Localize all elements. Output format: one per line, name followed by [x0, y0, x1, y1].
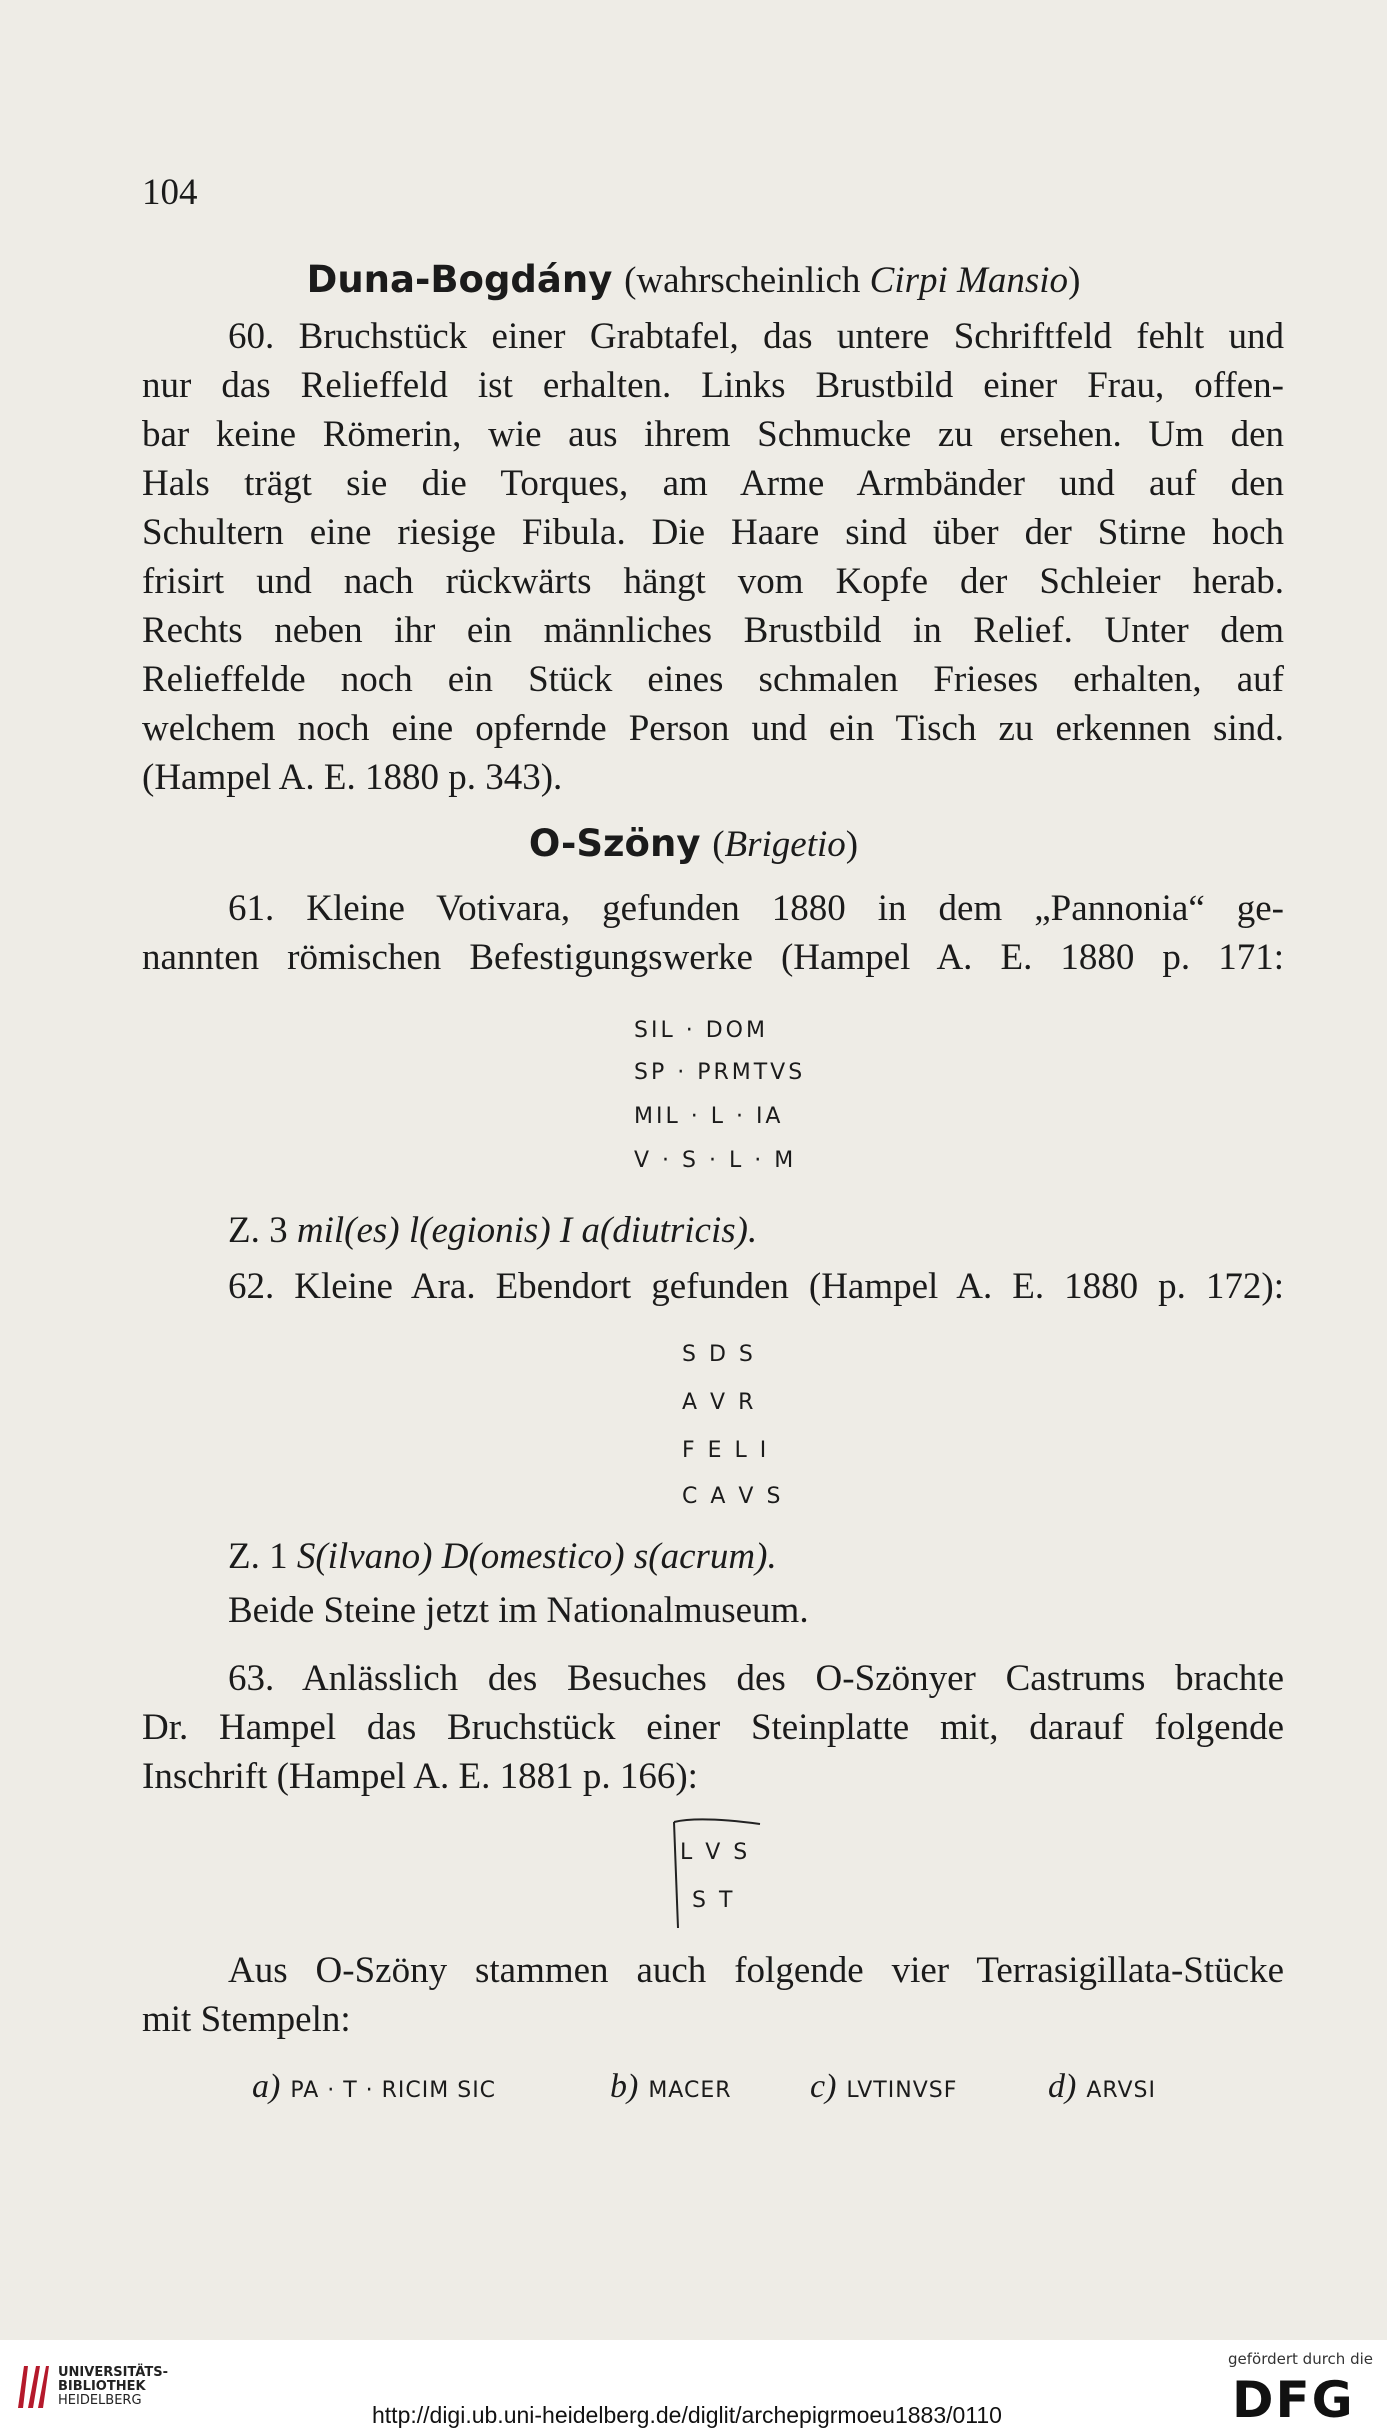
text-line: Rechts neben ihr ein männliches Brustbild in Relief. Unter dem — [142, 610, 1284, 651]
note-label: Z. 3 — [228, 1210, 297, 1251]
stamp-label: b) — [610, 2068, 639, 2105]
note-z3 — [228, 1206, 757, 1255]
university-logo-icon — [14, 2362, 50, 2412]
stamp-text: PA · T · RICIM SIC — [290, 2078, 497, 2103]
stamp-b — [610, 2068, 732, 2106]
inscription-line: SP · PRMTVS — [634, 1060, 806, 1085]
text-line: Inschrift (Hampel A. E. 1881 p. 166): — [142, 1756, 698, 1797]
heading-note-italic: Cirpi Mansio — [869, 260, 1069, 301]
stamp-d — [1048, 2068, 1156, 2106]
section-heading-duna-bogdany — [0, 258, 1387, 302]
inscription-line: S T — [692, 1888, 736, 1913]
inscription-line: MIL · L · IA — [634, 1104, 784, 1129]
heading-note-open: (wahrscheinlich — [624, 260, 870, 301]
stamp-label: d) — [1048, 2068, 1077, 2105]
note-label: Z. 1 — [228, 1536, 297, 1577]
heading-note-italic: Brigetio — [724, 824, 846, 865]
stamp-c — [810, 2068, 957, 2106]
heading-note-open: ( — [712, 824, 725, 865]
museum-note: Beide Steine jetzt im Nationalmuseum. — [228, 1590, 809, 1631]
text-line: 61. Kleine Votivara, gefunden 1880 in dem „Pannonia“ ge- — [228, 888, 1284, 929]
inscription-line: V · S · L · M — [634, 1148, 797, 1173]
stamp-text: ARVSI — [1086, 2078, 1156, 2103]
heading-note-close: ) — [1068, 260, 1081, 301]
text-line: bar keine Römerin, wie aus ihrem Schmucke zu ersehen. Um den — [142, 414, 1284, 455]
viewer-footer — [0, 2340, 1387, 2433]
text-line: Relieffelde noch ein Stück eines schmalen Frieses erhalten, auf — [142, 659, 1284, 700]
dfg-logo: DFG — [1232, 2371, 1355, 2429]
library-line: UNIVERSITÄTS- — [58, 2365, 168, 2380]
inscription-line: F E L I — [682, 1438, 770, 1463]
library-line: BIBLIOTHEK — [58, 2379, 146, 2394]
funding-note: gefördert durch die — [1228, 2350, 1373, 2368]
section-heading-o-szony — [0, 822, 1387, 866]
stamp-label: c) — [810, 2068, 837, 2105]
permalink-url[interactable]: http://digi.ub.uni-heidelberg.de/diglit/archepigrmoeu1883/0110 — [372, 2402, 1002, 2428]
inscription-line: SIL · DOM — [634, 1018, 768, 1043]
text-line: frisirt und nach rückwärts hängt vom Kopfe der Schleier herab. — [142, 561, 1284, 602]
note-z1 — [228, 1532, 777, 1581]
text-line: Schultern eine riesige Fibula. Die Haare sind über der Stirne hoch — [142, 512, 1284, 553]
text-line: 60. Bruchstück einer Grabtafel, das untere Schriftfeld fehlt und — [228, 316, 1284, 357]
inscription-line: A V R — [682, 1390, 757, 1415]
library-line: HEIDELBERG — [58, 2393, 142, 2408]
stamp-text: MACER — [648, 2078, 732, 2103]
heading-place: O-Szöny — [528, 822, 701, 865]
text-line: (Hampel A. E. 1880 p. 343). — [142, 757, 563, 798]
text-line: nur das Relieffeld ist erhalten. Links Brustbild einer Frau, offen- — [142, 365, 1284, 406]
text-line: Hals trägt sie die Torques, am Arme Armbänder und auf den — [142, 463, 1284, 504]
paragraph-62: 62. Kleine Ara. Ebendort gefunden (Hampel A. E. 1880 p. 172): — [228, 1266, 1284, 1307]
inscription-line: S D S — [682, 1342, 756, 1367]
library-name — [58, 2366, 168, 2408]
note-expansion: S(ilvano) D(omestico) s(acrum). — [296, 1536, 777, 1577]
stamp-a — [252, 2068, 496, 2106]
text-line: Aus O-Szöny stammen auch folgende vier Terrasigillata-Stücke — [228, 1950, 1284, 1991]
page-number: 104 — [142, 172, 198, 213]
heading-place: Duna-Bogdány — [306, 258, 613, 301]
heading-note-close: ) — [845, 824, 859, 865]
stamp-text: LVTINVSF — [846, 2078, 958, 2103]
text-line: welchem noch eine opfernde Person und ein Tisch zu erkennen sind. — [142, 708, 1284, 749]
text-line: 63. Anlässlich des Besuches des O-Szönyer Castrums brachte — [228, 1658, 1284, 1699]
note-expansion: mil(es) l(egionis) I a(diutricis). — [296, 1210, 758, 1251]
text-line: mit Stempeln: — [142, 1999, 351, 2040]
text-line: Dr. Hampel das Bruchstück einer Steinplatte mit, darauf folgende — [142, 1707, 1284, 1748]
stamp-label: a) — [252, 2068, 281, 2105]
inscription-line: C A V S — [682, 1484, 784, 1509]
text-line: nannten römischen Befestigungswerke (Hampel A. E. 1880 p. 171: — [142, 937, 1284, 978]
inscription-line: L V S — [680, 1840, 751, 1865]
